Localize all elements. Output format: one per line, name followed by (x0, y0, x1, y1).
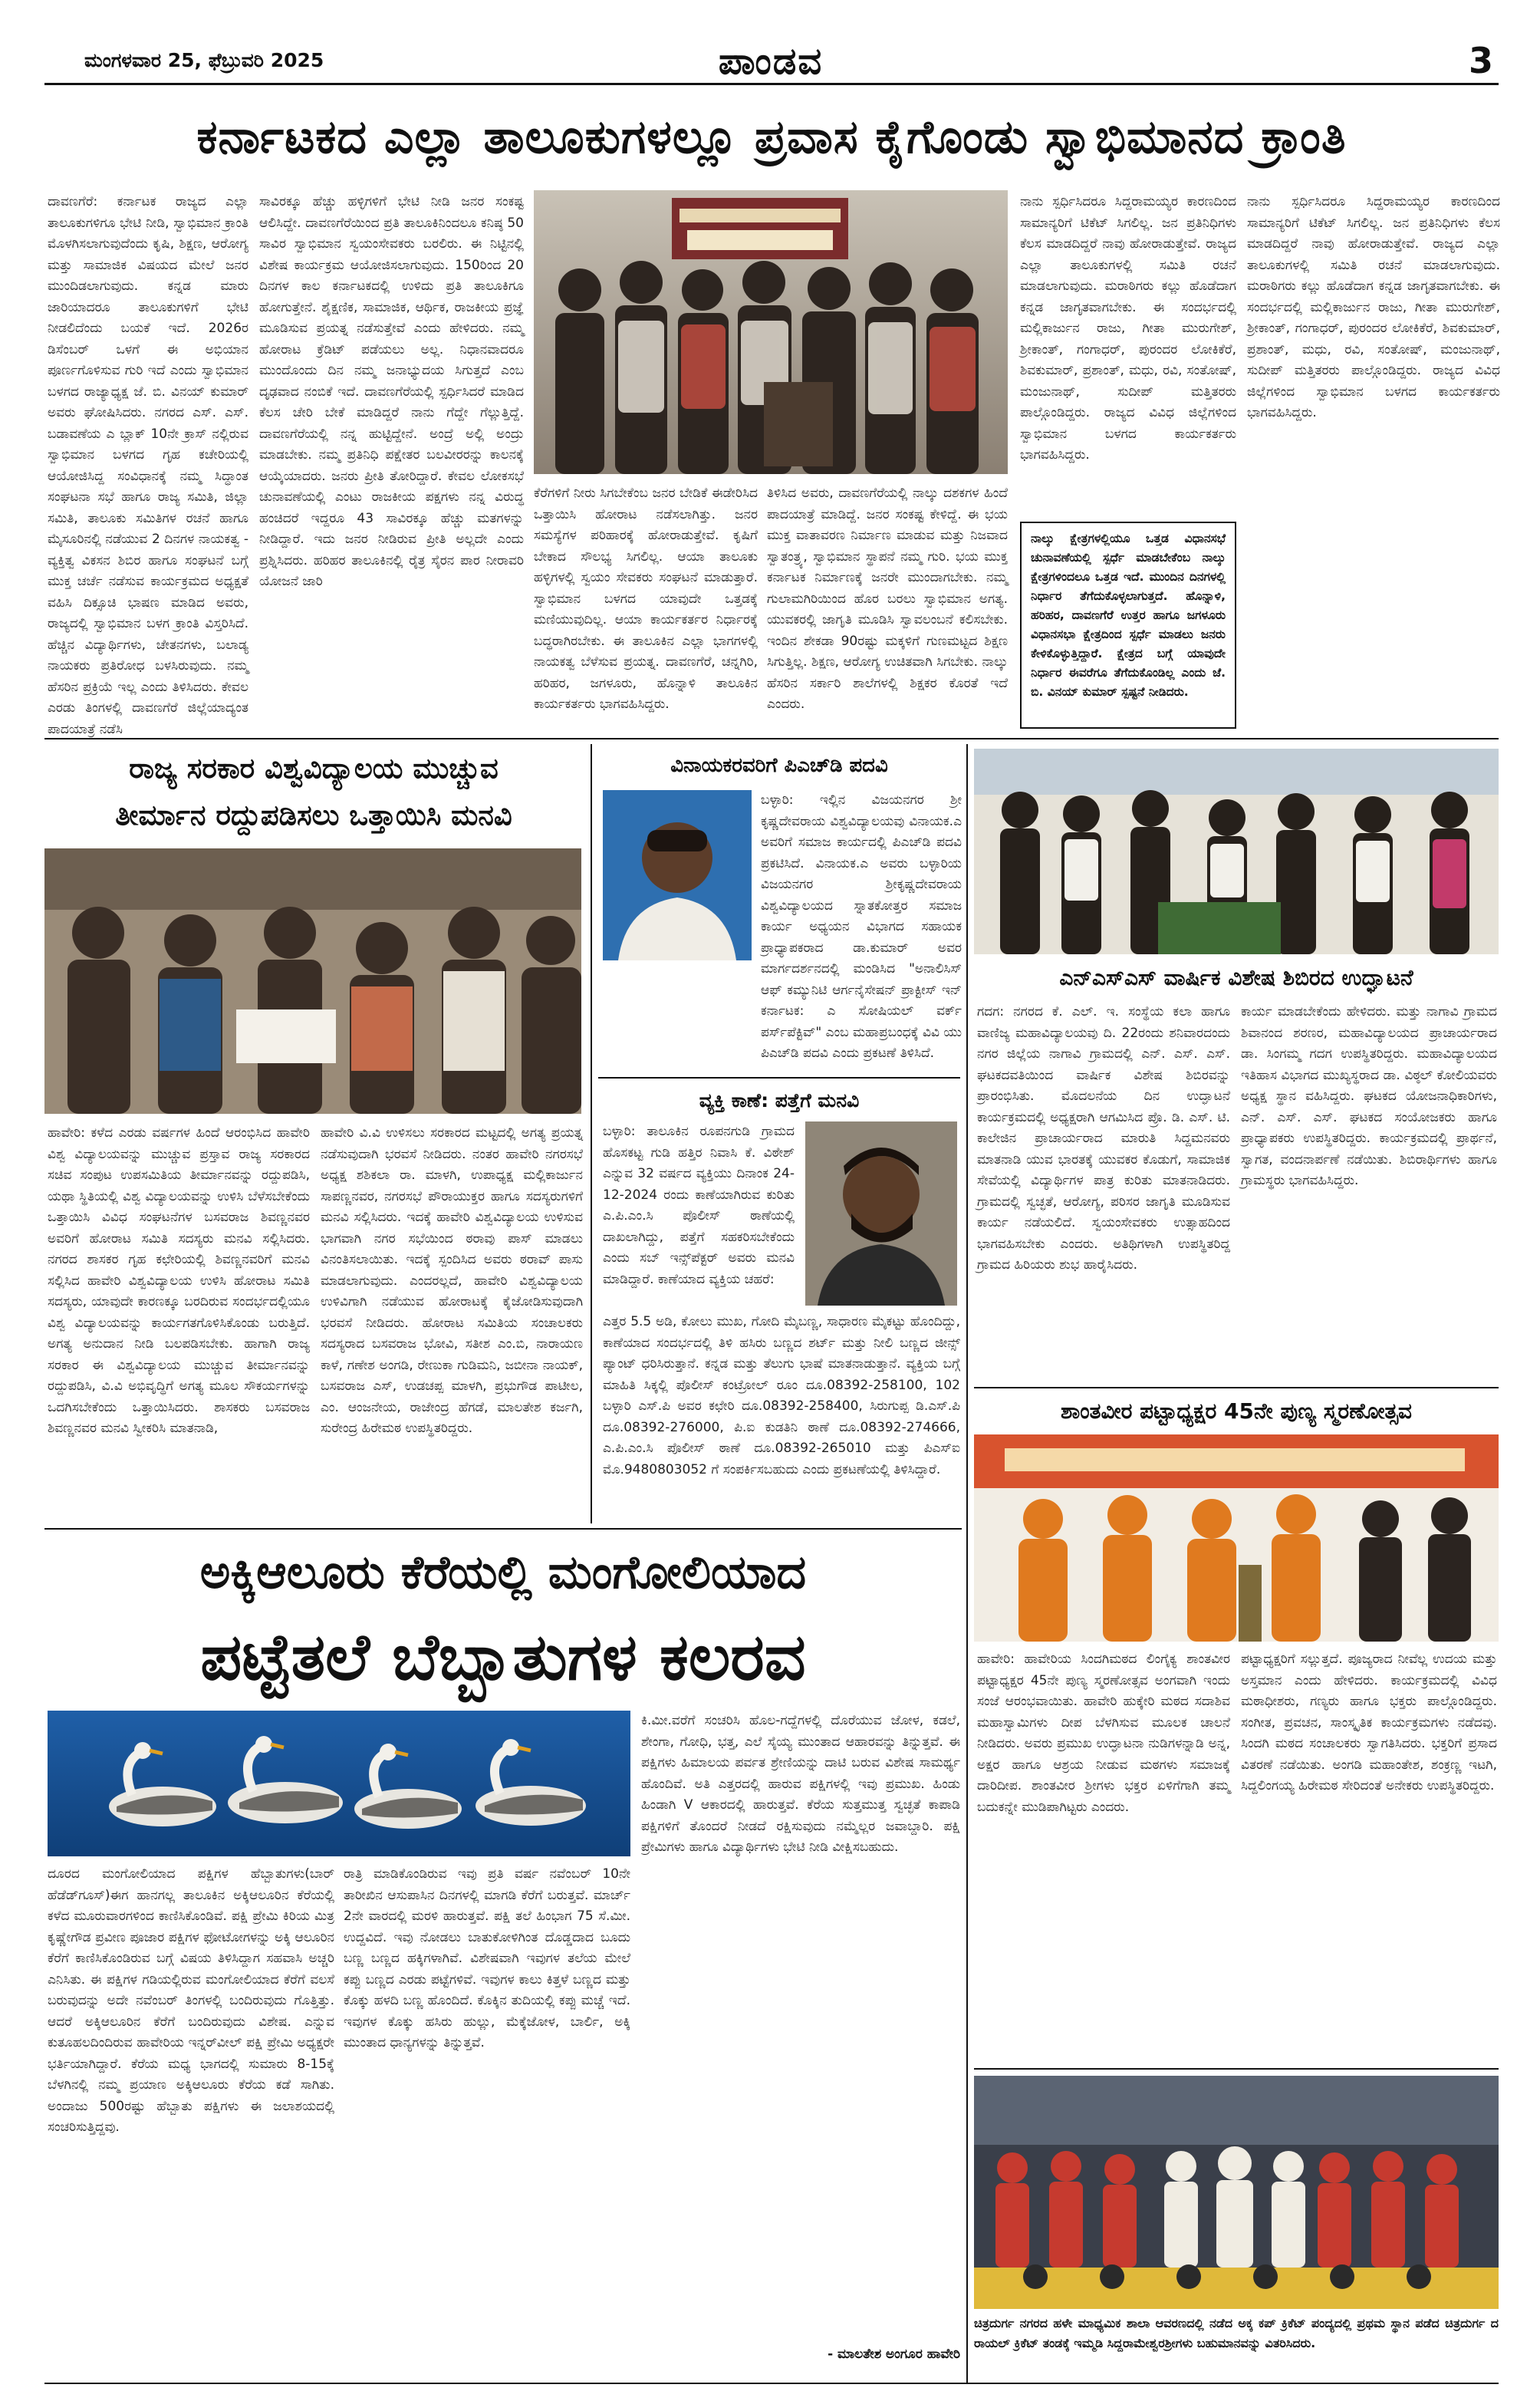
page-number: 3 (1469, 40, 1494, 81)
birds-col2: ರಾತ್ರಿ ಮಾಡಿಕೊಂಡಿರುವ ಇವು ಪ್ರತಿ ವರ್ಷ ನವೆಂಬರ್ 10ನೇ ತಾರೀಖಿನ ಆಸುಪಾಸಿನ ದಿನಗಳಲ್ಲಿ ಮಾಗಡಿ ಕೆರೆಗೆ ಬರುತ್ತವೆ. ಮಾರ್ಚ್ 2ನೇ ವಾರದಲ್ಲಿ ಮರಳಿ ಹಾರುತ್ತವೆ. ಪಕ್ಷಿ ತಲೆ ಹಿಂಭಾಗ 75 ಸೆ.ಮೀ. ಉದ್ದವಿದೆ. ಇವು ನೋಡಲು ಬಾತುಕೋಳಿಗಿಂತ ದೊಡ್ಡದಾದ ಬೂದು ಬಣ್ಣ ಬಣ್ಣದ ಹಕ್ಕಿಗಳಾಗಿವೆ. ವಿಶೇಷವಾಗಿ ಇವುಗಳ ತಲೆಯ ಮೇಲೆ ಕಪ್ಪು ಬಣ್ಣದ ಎರಡು ಪಟ್ಟೆಗಳಿವೆ. ಇವುಗಳ ಕಾಲು ಕಿತ್ತಳೆ ಬಣ್ಣದ ಮತ್ತು ಕೊಕ್ಕು ಹಳದಿ ಬಣ್ಣ ಹೊಂದಿದೆ. ಕೊಕ್ಕಿನ ತುದಿಯಲ್ಲಿ ಕಪ್ಪು ಮಚ್ಚೆ ಇದೆ. ಇವುಗಳ ಕೊಕ್ಕು ಹಸಿರು ಹುಲ್ಲು, ಮೆಕ್ಕೆಜೋಳ, ಬಾರ್ಲಿ, ಅಕ್ಕಿ ಮುಂತಾದ ಧಾನ್ಯಗಳನ್ನು ತಿನ್ನುತ್ತವೆ. (344, 1866, 630, 2050)
masthead-title: ಪಾಂಡವ (718, 40, 824, 83)
shantaveer-headline: ಶಾಂತವೀರ ಪಟ್ಟಾಧ್ಯಕ್ಷರ 45ನೇ ಪುಣ್ಯ ಸ್ಮರಣೋತ್ಸವ (1060, 1398, 1413, 1424)
top-story-col4: ತಿಳಿಸಿದ ಅವರು, ದಾವಣಗೆರೆಯಲ್ಲಿ ನಾಲ್ಕು ದಶಕಗಳ ಹಿಂದೆ ಪಾದಯಾತ್ರೆ ಮಾಡಿದ್ದೆ. ಜನರ ಸಂಕಷ್ಟ ಕೇಳಿದ್ದೆ. ಈ ಭಯ ಮುಕ್ತ ವಾತಾವರಣ ನಿರ್ಮಾಣ ಮಾಡುವ ಮತ್ತು ನಿಜವಾದ ಸ್ವಾತಂತ್ರ್ಯ, ಸ್ವಾಭಿಮಾನ ಸ್ಥಾಪನೆ ನಮ್ಮ ಗುರಿ. ಭಯ ಮುಕ್ತ ಕರ್ನಾಟಕ ನಿರ್ಮಾಣಕ್ಕೆ ಜನರೇ ಮುಂದಾಗಬೇಕು. ನಮ್ಮ ಗುಲಾಮಗಿರಿಯಿಂದ ಹೊರ ಬರಲು ಸ್ವಾಭಿಮಾನ ಅಗತ್ಯ. ಯುವಕರಲ್ಲಿ ಜಾಗೃತಿ ಮೂಡಿಸಿ ಸ್ವಾವಲಂಬನೆ ಕಲಿಸಬೇಕು. ಇಂದಿನ ಶೇಕಡಾ 90ರಷ್ಟು ಮಕ್ಕಳಿಗೆ ಗುಣಮಟ್ಟದ ಶಿಕ್ಷಣ ಸಿಗುತ್ತಿಲ್ಲ. ಶಿಕ್ಷಣ, ಆರೋಗ್ಯ ಉಚಿತವಾಗಿ ಸಿಗಬೇಕು. ನಾಲ್ಕು ಹೆಸರಿನ ಸರ್ಕಾರಿ ಶಾಲೆಗಳಲ್ಲಿ ಶಿಕ್ಷಕರ ಕೊರತೆ ಇದೆ ಎಂದರು. (767, 486, 1008, 712)
birds-col1: ದೂರದ ಮಂಗೋಲಿಯಾದ ಪಕ್ಷಿಗಳ ಹೆಬ್ಬಾತುಗಳು(ಬಾರ್ ಹೆಡೆಡ್‌ಗೂಸ್)ಈಗ ಹಾನಗಲ್ಲ ತಾಲೂಕಿನ ಅಕ್ಕಿಆಲೂರಿನ ಕೆರೆಯಲ್ಲಿ ಕಳೆದ ಮೂರುವಾರಗಳಿಂದ ಕಾಣಿಸಿಕೊಂಡಿವೆ. ಪಕ್ಷಿ ಪ್ರೇಮಿ ಕಿರಿಯ ಮಿತ್ರ ಕೃಷ್ಣೇಗೌಡ ಪ್ರವೀಣ ಪೂಜಾರ ಪಕ್ಷಿಗಳ ಫೋಟೋಗಳನ್ನು ಅಕ್ಕಿ ಆಲೂರಿನ ಕೆರೆಗೆ ಕಾಣಿಸಿಕೊಂಡಿರುವ ಬಗ್ಗೆ ವಿಷಯ ತಿಳಿಸಿದ್ದಾಗ ಸಹವಾಸಿ ಅಚ್ಚರಿ ಎನಿಸಿತು. ಈ ಪಕ್ಷಿಗಳ ಗಡಿಯಲ್ಲಿರುವ ಮಂಗೋಲಿಯಾದ ಕೆರೆಗೆ ವಲಸೆ ಬರುವುದನ್ನು ಅದೇ ನವೆಂಬರ್ ತಿಂಗಳಲ್ಲಿ ಬಂದಿರುವುದು ಗೊತ್ತಿತ್ತು. ಆದರೆ ಅಕ್ಕಿಆಲೂರಿನ ಕೆರೆಗೆ ಬಂದಿರುವುದು ವಿಶೇಷ. ಎನ್ನುವ ಕುತೂಹಲದಿಂದಿರುವ ಹಾವೇರಿಯ ಇನ್ನರ್‌ವೀಲ್ ಪಕ್ಷಿ ಪ್ರೇಮಿ ಅಧ್ಯಕ್ಷರೇ ಭರ್ತಿಯಾಗಿದ್ದಾರೆ. ಕೆರೆಯ ಮಧ್ಯ ಭಾಗದಲ್ಲಿ ಸುಮಾರು 8-15ಕ್ಕೆ ಬೆಳಗಿನಲ್ಲಿ ನಮ್ಮ ಪ್ರಯಾಣ ಅಕ್ಕಿಆಲೂರು ಕೆರೆಯ ಕಡೆ ಸಾಗಿತು. ಅಂದಾಜು 500ರಷ್ಟು ಹೆಬ್ಬಾತು ಪಕ್ಷಿಗಳು ಈ ಜಲಾಶಯದಲ್ಲಿ ಸಂಚರಿಸುತ್ತಿದ್ದವು. (48, 1866, 334, 2135)
cricket-photo (974, 2076, 1499, 2309)
section-rule-3 (974, 2068, 1499, 2070)
birds-col3: ಕಿ.ಮೀ.ವರೆಗೆ ಸಂಚರಿಸಿ ಹೊಲ-ಗದ್ದೆಗಳಲ್ಲಿ ದೊರೆಯುವ ಜೋಳ, ಕಡಲೆ, ಶೇಂಗಾ, ಗೋಧಿ, ಭತ್ತ, ಎಲೆ ಸೈಯ್ಯ ಮುಂತಾದ ಆಹಾರವನ್ನು ತಿನ್ನುತ್ತವೆ. ಈ ಪಕ್ಷಿಗಳು ಹಿಮಾಲಯ ಪರ್ವತ ಶ್ರೇಣಿಯನ್ನು ದಾಟಿ ಬರುವ ವಿಶೇಷ ಸಾಮರ್ಥ್ಯ ಹೊಂದಿವೆ. ಅತಿ ಎತ್ತರದಲ್ಲಿ ಹಾರುವ ಪಕ್ಷಿಗಳಲ್ಲಿ ಇವು ಪ್ರಮುಖ. ಹಿಂಡು ಹಿಂಡಾಗಿ V ಆಕಾರದಲ್ಲಿ ಹಾರುತ್ತವೆ. ಕೆರೆಯ ಸುತ್ತಮುತ್ತ ಸ್ವಚ್ಛತೆ ಕಾಪಾಡಿ ಪಕ್ಷಿಗಳಿಗೆ ತೊಂದರೆ ನೀಡದೆ ರಕ್ಷಿಸುವುದು ನಮ್ಮೆಲ್ಲರ ಜವಾಬ್ದಾರಿ. ಪಕ್ಷಿ ಪ್ರೇಮಿಗಳು ಹಾಗೂ ವಿದ್ಯಾರ್ಥಿಗಳು ಭೇಟಿ ನೀಡಿ ವೀಕ್ಷಿಸಬಹುದು. (641, 1713, 960, 1855)
section-rule-4 (44, 1528, 962, 1530)
university-col1: ಹಾವೇರಿ: ಕಳೆದ ಎರಡು ವರ್ಷಗಳ ಹಿಂದೆ ಆರಂಭಿಸಿದ ಹಾವೇರಿ ವಿಶ್ವ ವಿದ್ಯಾಲಯವನ್ನು ಮುಚ್ಚುವ ಪ್ರಸ್ತಾವ ರಾಜ್ಯ ಸರಕಾರದ ಸಚಿವ ಸಂಪುಟ ಉಪಸಮಿತಿಯ ತೀರ್ಮಾನವನ್ನು ರದ್ದುಪಡಿಸಿ, ಯಥಾ ಸ್ಥಿತಿಯಲ್ಲಿ ವಿಶ್ವ ವಿದ್ಯಾಲಯವನ್ನು ಉಳಿಸಿ ಬೆಳೆಸಬೇಕೆಂದು ಒತ್ತಾಯಿಸಿ ವಿವಿಧ ಸಂಘಟನೆಗಳ ಬಸವರಾಜ ಶಿವಣ್ಣನವರ ಅವರಿಗೆ ಹೋರಾಟ ಸಮಿತಿ ಸದಸ್ಯರು ಮನವಿ ಸಲ್ಲಿಸಿದರು. ನಗರದ ಶಾಸಕರ ಗೃಹ ಕಛೇರಿಯಲ್ಲಿ ಶಿವಣ್ಣನವರಿಗೆ ಮನವಿ ಸಲ್ಲಿಸಿದ ಹಾವೇರಿ ವಿಶ್ವವಿದ್ಯಾಲಯ ಉಳಿಸಿ ಹೋರಾಟ ಸಮಿತಿ ಸದಸ್ಯರು, ಯಾವುದೇ ಕಾರಣಕ್ಕೂ ಬರದಿರುವ ಸಂದರ್ಭದಲ್ಲಿಯೂ ವಿಶ್ವ ವಿದ್ಯಾಲಯವನ್ನು ಕಾರ್ಯಗತಗೊಳಿಸಿಕೊಂಡು ಬರುತ್ತಿದೆ. ಅಗತ್ಯ ಅನುದಾನ ನೀಡಿ ಬಲಪಡಿಸಬೇಕು. ಹಾಗಾಗಿ ರಾಜ್ಯ ಸರಕಾರ ಈ ವಿಶ್ವವಿದ್ಯಾಲಯ ಮುಚ್ಚುವ ತೀರ್ಮಾನವನ್ನು ರದ್ದುಪಡಿಸಿ, ವಿ.ವಿ ಅಭಿವೃದ್ಧಿಗೆ ಅಗತ್ಯ ಮೂಲ ಸೌಕರ್ಯಗಳನ್ನು ಒದಗಿಸಬೇಕೆಂದು ಒತ್ತಾಯಿಸಿದರು. ಶಾಸಕರು ಬಸವರಾಜ ಶಿವಣ್ಣನವರ ಮನವಿ ಸ್ವೀಕರಿಸಿ ಮಾತನಾಡಿ, (48, 1125, 310, 1436)
vertical-rule-2 (966, 744, 968, 2384)
shantaveer-col2: ಪಟ್ಟಾಧ್ಯಕ್ಷರಿಗೆ ಸಲ್ಲುತ್ತದೆ. ಪೂಜ್ಯರಾದ ನೀವೆಲ್ಲ ಉದಯ ಮತ್ತು ಅಸ್ತಮಾನ ಎಂದು ಹೇಳಿದರು. ಕಾರ್ಯಕ್ರಮದಲ್ಲಿ ವಿವಿಧ ಮಠಾಧೀಶರು, ಗಣ್ಯರು ಹಾಗೂ ಭಕ್ತರು ಪಾಲ್ಗೊಂಡಿದ್ದರು. ಸಂಗೀತ, ಪ್ರವಚನ, ಸಾಂಸ್ಕೃತಿಕ ಕಾರ್ಯಕ್ರಮಗಳು ನಡೆದವು. ಸಿಂದಗಿ ಮಠದ ಸಂಚಾಲಕರು ಸ್ವಾಗತಿಸಿದರು. ಭಕ್ತರಿಗೆ ಪ್ರಸಾದ ವಿತರಣೆ ನಡೆಯಿತು. ಅಂಗಡಿ ಮಹಾಂತೇಶ, ಶಂಕ್ರಣ್ಣ ಇಟಗಿ, ಸಿದ್ದಲಿಂಗಯ್ಯ ಹಿರೇಮಠ ಸೇರಿದಂತೆ ಅನೇಕರು ಉಪಸ್ಥಿತರಿದ್ದರು. (1241, 1652, 1497, 1793)
birds-headline-line2: ಪಟ್ಟೆತಲೆ ಬೆಬ್ಬಾತುಗಳ ಕಲರವ (200, 1619, 806, 1695)
vertical-rule-1 (591, 744, 592, 1523)
phd-rule (598, 1077, 960, 1079)
shantaveer-photo (974, 1434, 1499, 1642)
university-photo (44, 848, 581, 1114)
top-story-col2: ಸಾವಿರಕ್ಕೂ ಹೆಚ್ಚು ಹಳ್ಳಿಗಳಿಗೆ ಭೇಟಿ ನೀಡಿ ಜನರ ಸಂಕಷ್ಟ ಆಲಿಸಿದ್ದೇ. ದಾವಣಗೆರೆಯಿಂದ ಪ್ರತಿ ತಾಲೂಕಿನಿಂದಲೂ ಕನಿಷ್ಠ 50 ಸಾವಿರ ಸ್ವಾಭಿಮಾನ ಸ್ವಯಂಸೇವಕರು ಬರಲಿರು. ಈ ನಿಟ್ಟಿನಲ್ಲಿ ವಿಶೇಷ ಕಾರ್ಯಕ್ರಮ ಆಯೋಜಿಸಲಾಗುವುದು. 150ರಿಂದ 20 ದಿನಗಳ ಕಾಲ ಕರ್ನಾಟಕದಲ್ಲಿ ಉಳಿದು ಪ್ರತಿ ತಾಲೂಕಿಗೂ ಹೋಗುತ್ತೇನೆ. ಶೈಕ್ಷಣಿಕ, ಸಾಮಾಜಿಕ, ಆರ್ಥಿಕ, ರಾಜಕೀಯ ಪ್ರಜ್ಞೆ ಮೂಡಿಸುವ ಪ್ರಯತ್ನ ನಡೆಸುತ್ತೇವೆ ಎಂದು ಹೇಳಿದರು. ನಮ್ಮ ಹೋರಾಟ ಕ್ರೆಡಿಟ್ ಪಡೆಯಲು ಅಲ್ಲ. ನಿಧಾನವಾದರೂ ಮುಂದೊಂದು ದಿನ ನಮ್ಮ ಜನಾಭ್ಯುದಯ ಸಿಗುತ್ತದೆ ಎಂಬ ದೃಢವಾದ ನಂಬಿಕೆ ಇದೆ. ದಾವಣಗೆರೆಯಲ್ಲಿ ಸ್ಪರ್ಧಿಸಿದರೆ ಮಾಡಿದ ಕೆಲಸ ಚೇರಿ ಬೇಕೆ ಮಾಡಿದ್ದರೆ ನಾನು ಗೆದ್ದೇ ಗೆಲ್ಲುತ್ತಿದ್ದೆ. ದಾವಣಗೆರೆಯಲ್ಲಿ ನನ್ನ ಹುಟ್ಟಿದ್ದೇನೆ. ಅಂದ್ರೆ ಅಲ್ಲಿ ಅಂದ್ರು ಮಾಡಬೇಕು. ನಮ್ಮ ಪ್ರತಿನಿಧಿ ಪಕ್ಷೇತರ ಬಲವೀರರನ್ನು ಕಾಲನಕ್ಕೆ ಆಯ್ಕೆಯಾದರು. ಜನರು ಪ್ರೀತಿ ತೋರಿದ್ದಾರೆ. ಕೇವಲ ಲೋಕಸಭೆ ಚುನಾವಣೆಯಲ್ಲಿ ಎಂಟು ರಾಜಕೀಯ ಪಕ್ಷಗಳು ನನ್ನ ವಿರುದ್ಧ ಹಂಚಿದರೆ ಇದ್ದರೂ 43 ಸಾವಿರಕ್ಕೂ ಹೆಚ್ಚು ಮತಗಳನ್ನು ನೀಡಿದ್ದಾರೆ. ಇದು ಜನರ ನೀಡಿರುವ ಪ್ರೀತಿ ಅಲ್ಲದೇ ಎಂದು ಪ್ರಶ್ನಿಸಿದರು. ಹರಿಹರ ತಾಲೂಕಿನಲ್ಲಿ ರೈತ್ರ ಸೈರನ ಪಾರ ನೀರಾವರಿ ಯೋಜನೆ ಜಾರಿ (259, 194, 524, 589)
bottom-rule (44, 2383, 1499, 2384)
top-story-col1: ದಾವಣಗೆರೆ: ಕರ್ನಾಟಕ ರಾಜ್ಯದ ಎಲ್ಲಾ ತಾಲೂಕುಗಳಿಗೂ ಭೇಟಿ ನೀಡಿ, ಸ್ವಾಭಿಮಾನ ಕ್ರಾಂತಿ ಮೊಳಗಿಸಲಾಗುವುದೆಂದು ಕೃಷಿ, ಶಿಕ್ಷಣ, ಆರೋಗ್ಯ ಮತ್ತು ಸಾಮಾಜಿಕ ವಿಷಯದ ಮೇಲೆ ಜನರ ಮುಂದಿಡಲಾಗುವುದು. ಕನ್ನಡ ಮಾರು ಜಾರಿಯಾದರೂ ತಾಲೂಕುಗಳಿಗೆ ಭೇಟಿ ನೀಡಲಿದೆಂದು ಬಯಕೆ ಇದೆ. 2026ರ ಡಿಸೆಂಬರ್ ಒಳಗೆ ಈ ಅಭಿಯಾನ ಪೂರ್ಣಗೊಳಿಸುವ ಗುರಿ ಇದೆ ಎಂದು ಸ್ವಾಭಿಮಾನ ಬಳಗದ ರಾಜ್ಯಾಧ್ಯಕ್ಷ ಜೆ. ಬಿ. ವಿನಯ್ ಕುಮಾರ್ ಅವರು ಘೋಷಿಸಿದರು. ನಗರದ ಎಸ್. ಎಸ್. ಬಡಾವಣೆಯ ಎ ಬ್ಲಾಕ್ 10ನೇ ಕ್ರಾಸ್ ನಲ್ಲಿರುವ ಸ್ವಾಭಿಮಾನ ಬಳಗದ ಗೃಹ ಕಚೇರಿಯಲ್ಲಿ ಆಯೋಜಿಸಿದ್ದ ಸಂವಿಧಾನಕ್ಕೆ ನಮ್ಮ ಸಿದ್ಧಾಂತ ಸಂಘಟನಾ ಸಭೆ ಹಾಗೂ ರಾಜ್ಯ ಸಮಿತಿ, ಜಿಲ್ಲಾ ಸಮಿತಿ, ತಾಲೂಕು ಸಮಿತಿಗಳ ರಚನೆ ಹಾಗೂ ಮೈಸೂರಿನಲ್ಲಿ ನಡೆಯುವ 2 ದಿನಗಳ ನಾಯಕತ್ವ - ವ್ಯಕ್ತಿತ್ವ ವಿಕಸನ ಶಿಬಿರ ಹಾಗೂ ಸಂಘಟನೆ ಬಗ್ಗೆ ಮುಕ್ತ ಚರ್ಚೆ ನಡೆಸುವ ಕಾರ್ಯಕ್ರಮದ ಅಧ್ಯಕ್ಷತೆ ವಹಿಸಿ ದಿಕ್ಸೂಚಿ ಭಾಷಣ ಮಾಡಿದ ಅವರು, ರಾಜ್ಯದಲ್ಲಿ ಸ್ವಾಭಿಮಾನ ಬಳಗ ಕ್ರಾಂತಿ ವಿಸ್ತರಿಸಿದೆ. ಹೆಚ್ಚಿನ ವಿದ್ಯಾರ್ಥಿಗಳು, ಚೇತನಗಳು, ಬಲಾಡ್ಯ ನಾಯಕರು ಪ್ರತಿರೋಧ ಬಳಸಿರುವುದು. ನಮ್ಮ ಹೆಸರಿನ ಪ್ರಕ್ರಿಯೆ ಇಲ್ಲ ಎಂದು ತಿಳಿಸಿದರು. ಕೇವಲ ಎರಡು ತಿಂಗಳಲ್ಲಿ ದಾವಣಗೆರೆ ಜಿಲ್ಲೆಯಾದ್ಯಂತ ಪಾದಯಾತ್ರೆ ನಡೆಸಿ (48, 194, 248, 737)
university-headline-line2: ತೀರ್ಮಾನ ರದ್ದುಪಡಿಸಲು ಒತ್ತಾಯಿಸಿ ಮನವಿ (115, 799, 512, 832)
masthead-date: ಮಂಗಳವಾರ 25, ಫೆಬ್ರುವರಿ 2025 (84, 49, 324, 71)
shantaveer-col1: ಹಾವೇರಿ: ಹಾವೇರಿಯ ಸಿಂದಗಿಮಠದ ಲಿಂಗೈಕ್ಯ ಶಾಂತವೀರ ಪಟ್ಟಾಧ್ಯಕ್ಷರ 45ನೇ ಪುಣ್ಯ ಸ್ಮರಣೋತ್ಸವ ಅಂಗವಾಗಿ ಇಂದು ಸಂಜೆ ಆರಂಭವಾಯಿತು. ಹಾವೇರಿ ಹುಕ್ಕೇರಿ ಮಠದ ಸದಾಶಿವ ಮಹಾಸ್ವಾಮಿಗಳು ದೀಪ ಬೆಳಗಿಸುವ ಮೂಲಕ ಚಾಲನೆ ನೀಡಿದರು. ಅವರು ಪ್ರಮುಖ ಉದ್ಘಾಟನಾ ನುಡಿಗಳನ್ನಾಡಿ ಅನ್ನ, ಅಕ್ಷರ ಹಾಗೂ ಆಶ್ರಯ ನೀಡುವ ಮಠಗಳು ಸಮಾಜಕ್ಕೆ ದಾರಿದೀಪ. ಶಾಂತವೀರ ಶ್ರೀಗಳು ಭಕ್ತರ ಏಳಿಗೆಗಾಗಿ ತಮ್ಮ ಬದುಕನ್ನೇ ಮುಡಿಪಾಗಿಟ್ಟರು ಎಂದರು. (977, 1652, 1230, 1815)
section-rule-2 (974, 1387, 1499, 1388)
top-story-col6: ನಾನು ಸ್ಪರ್ಧಿಸಿದರೂ ಸಿದ್ದರಾಮಯ್ಯರ ಕಾರಣದಿಂದ ಸಾಮಾನ್ಯರಿಗೆ ಟಿಕೆಟ್ ಸಿಗಲಿಲ್ಲ. ಜನ ಪ್ರತಿನಿಧಿಗಳು ಕೆಲಸ ಮಾಡದಿದ್ದರೆ ನಾವು ಹೋರಾಡುತ್ತೇವೆ. ರಾಜ್ಯದ ಎಲ್ಲಾ ತಾಲೂಕುಗಳಲ್ಲಿ ಸಮಿತಿ ರಚನೆ ಮಾಡಲಾಗುವುದು. ಮರಾಠಿಗರು ಕಲ್ಲು ಹೊಡೆದಾಗ ಕನ್ನಡ ಜಾಗೃತವಾಗಬೇಕು. ಈ ಸಂದರ್ಭದಲ್ಲಿ ಮಲ್ಲಿಕಾರ್ಜುನ ರಾಜು, ಗೀತಾ ಮುರುಗೇಶ್, ಶ್ರೀಕಾಂತ್, ಗಂಗಾಧರ್, ಪುರಂದರ ಲೋಕಿಕೆರೆ, ಶಿವಕುಮಾರ್, ಪ್ರಶಾಂತ್, ಮಧು, ರವಿ, ಸಂತೋಷ್, ಮಂಜುನಾಥ್, ಸುದೀಪ್ ಮತ್ತಿತರರು ಪಾಲ್ಗೊಂಡಿದ್ದರು. ರಾಜ್ಯದ ವಿವಿಧ ಜಿಲ್ಲೆಗಳಿಂದ ಸ್ವಾಭಿಮಾನ ಬಳಗದ ಕಾರ್ಯಕರ್ತರು ಭಾಗವಹಿಸಿದ್ದರು. (1247, 194, 1500, 420)
phd-headline: ವಿನಾಯಕರವರಿಗೆ ಪಿಎಚ್‌ಡಿ ಪದವಿ (670, 754, 888, 777)
nss-headline: ಎನ್‌ಎಸ್‌ಎಸ್ ವಾರ್ಷಿಕ ವಿಶೇಷ ಶಿಬಿರದ ಉದ್ಘಾಟನೆ (1059, 965, 1413, 990)
university-headline-line1: ರಾಜ್ಯ ಸರಕಾರ ವಿಶ್ವವಿದ್ಯಾಲಯ ಮುಚ್ಚುವ (129, 752, 499, 785)
phd-body: ಬಳ್ಳಾರಿ: ಇಲ್ಲಿನ ವಿಜಯನಗರ ಶ್ರೀ ಕೃಷ್ಣದೇವರಾಯ ವಿಶ್ವವಿದ್ಯಾಲಯವು ವಿನಾಯಕ.ಎ ಅವರಿಗೆ ಸಮಾಜ ಕಾರ್ಯದಲ್ಲಿ ಪಿಎಚ್‌ಡಿ ಪದವಿ ಪ್ರಕಟಿಸಿದೆ. ವಿನಾಯಕ.ಎ ಅವರು ಬಳ್ಳಾರಿಯ ವಿಜಯನಗರ ಶ್ರೀಕೃಷ್ಣದೇವರಾಯ ವಿಶ್ವವಿದ್ಯಾಲಯದ ಸ್ನಾತಕೋತ್ತರ ಸಮಾಜ ಕಾರ್ಯ ಅಧ್ಯಯನ ವಿಭಾಗದ ಸಹಾಯಕ ಪ್ರಾಧ್ಯಾಪಕರಾದ ಡಾ.ಕುಮಾರ್ ಅವರ ಮಾರ್ಗದರ್ಶನದಲ್ಲಿ ಮಂಡಿಸಿದ "ಅನಾಲಿಸಿಸ್ ಆಫ್ ಕಮ್ಯುನಿಟಿ ಆರ್ಗನೈಸೇಷನ್ ಪ್ರಾಕ್ಟೀಸ್ ಇನ್ ಕರ್ನಾಟಕ: ಎ ಸೋಷಿಯಲ್ ವರ್ಕ್ ಪರ್ಸ್‌ಪೆಕ್ಟಿವ್" ಎಂಬ ಮಹಾಪ್ರಬಂಧಕ್ಕೆ ವಿವಿ ಯು ಪಿಎಚ್‌ಡಿ ಪದವಿ ಎಂದು ಪ್ರಕಟಣೆ ತಿಳಿಸಿದೆ. (761, 792, 962, 1061)
top-story-headline: ಕರ್ನಾಟಕದ ಎಲ್ಲಾ ತಾಲೂಕುಗಳಲ್ಲೂ ಪ್ರವಾಸ ಕೈಗೊಂಡು ಸ್ವಾಭಿಮಾನದ ಕ್ರಾಂತಿ (196, 110, 1347, 164)
masthead-rule (44, 83, 1499, 85)
top-story-boxed-quote: ನಾಲ್ಕು ಕ್ಷೇತ್ರಗಳಲ್ಲಿಯೂ ಒತ್ತಡ ವಿಧಾನಸಭೆ ಚುನಾವಣೆಯಲ್ಲಿ ಸ್ಪರ್ಧೆ ಮಾಡಬೇಕೆಂಬ ನಾಲ್ಕು ಕ್ಷೇತ್ರಗಳಿಂದಲೂ ಒತ್ತಡ ಇದೆ. ಮುಂದಿನ ದಿನಗಳಲ್ಲಿ ನಿರ್ಧಾರ ತೆಗೆದುಕೊಳ್ಳಲಾಗುತ್ತದೆ. ಹೊನ್ನಾಳಿ, ಹರಿಹರ, ದಾವಣಗೆರೆ ಉತ್ತರ ಹಾಗೂ ಜಗಳೂರು ವಿಧಾನಸಭಾ ಕ್ಷೇತ್ರದಿಂದ ಸ್ಪರ್ಧೆ ಮಾಡಲು ಜನರು ಕೇಳಿಕೊಳ್ಳುತ್ತಿದ್ದಾರೆ. ಕ್ಷೇತ್ರದ ಬಗ್ಗೆ ಯಾವುದೇ ನಿರ್ಧಾರ ಈವರೆಗೂ ತೆಗೆದುಕೊಂಡಿಲ್ಲ ಎಂದು ಜೆ. ಬಿ. ವಿನಯ್ ಕುಮಾರ್ ಸ್ಪಷ್ಟನೆ ನೀಡಿದರು. (1020, 522, 1236, 729)
top-story-col5: ನಾನು ಸ್ಪರ್ಧಿಸಿದರೂ ಸಿದ್ದರಾಮಯ್ಯರ ಕಾರಣದಿಂದ ಸಾಮಾನ್ಯರಿಗೆ ಟಿಕೆಟ್ ಸಿಗಲಿಲ್ಲ. ಜನ ಪ್ರತಿನಿಧಿಗಳು ಕೆಲಸ ಮಾಡದಿದ್ದರೆ ನಾವು ಹೋರಾಡುತ್ತೇವೆ. ರಾಜ್ಯದ ಎಲ್ಲಾ ತಾಲೂಕುಗಳಲ್ಲಿ ಸಮಿತಿ ರಚನೆ ಮಾಡಲಾಗುವುದು. ಮರಾಠಿಗರು ಕಲ್ಲು ಹೊಡೆದಾಗ ಕನ್ನಡ ಜಾಗೃತವಾಗಬೇಕು. ಈ ಸಂದರ್ಭದಲ್ಲಿ ಮಲ್ಲಿಕಾರ್ಜುನ ರಾಜು, ಗೀತಾ ಮುರುಗೇಶ್, ಶ್ರೀಕಾಂತ್, ಗಂಗಾಧರ್, ಪುರಂದರ ಲೋಕಿಕೆರೆ, ಶಿವಕುಮಾರ್, ಪ್ರಶಾಂತ್, ಮಧು, ರವಿ, ಸಂತೋಷ್, ಮಂಜುನಾಥ್, ಸುದೀಪ್ ಮತ್ತಿತರರು ಪಾಲ್ಗೊಂಡಿದ್ದರು. ರಾಜ್ಯದ ವಿವಿಧ ಜಿಲ್ಲೆಗಳಿಂದ ಸ್ವಾಭಿಮಾನ ಬಳಗದ ಕಾರ್ಯಕರ್ತರು ಭಾಗವಹಿಸಿದ್ದರು. (1020, 194, 1236, 463)
nss-col1: ಗದಗ: ನಗರದ ಕೆ. ಎಲ್. ಇ. ಸಂಸ್ಥೆಯ ಕಲಾ ಹಾಗೂ ವಾಣಿಜ್ಯ ಮಹಾವಿದ್ಯಾಲಯವು ದಿ. 22ರಂದು ಶನಿವಾರದಂದು ನಗರ ಜಿಲ್ಲೆಯ ನಾಗಾವಿ ಗ್ರಾಮದಲ್ಲಿ ಎನ್. ಎಸ್. ಎಸ್. ಘಟಕದವತಿಯಿಂದ ವಾರ್ಷಿಕ ವಿಶೇಷ ಶಿಬಿರವನ್ನು ಪ್ರಾರಂಭಿಸಿತು. ಮೊದಲನೆಯ ದಿನ ಉದ್ಘಾಟನೆ ಕಾರ್ಯಕ್ರಮದಲ್ಲಿ ಅಧ್ಯಕ್ಷರಾಗಿ ಆಗಮಿಸಿದ ಪ್ರೊ. ಡಿ. ಎಸ್. ಟಿ. ಕಾಲೇಜಿನ ಪ್ರಾಚಾರ್ಯರಾದ ಮಾರುತಿ ಸಿದ್ದಮನವರು ಮಾತನಾಡಿ ಯುವ ಭಾರತಕ್ಕೆ ಯುವಕರ ಕೊಡುಗೆ, ಸಾಮಾಜಿಕ ಸೇವೆಯಲ್ಲಿ ವಿದ್ಯಾರ್ಥಿಗಳ ಪಾತ್ರ ಕುರಿತು ಮಾತನಾಡಿದರು. ಗ್ರಾಮದಲ್ಲಿ ಸ್ವಚ್ಛತೆ, ಆರೋಗ್ಯ, ಪರಿಸರ ಜಾಗೃತಿ ಮೂಡಿಸುವ ಕಾರ್ಯ ನಡೆಯಲಿದೆ. ಸ್ವಯಂಸೇವಕರು ಉತ್ಸಾಹದಿಂದ ಭಾಗವಹಿಸಬೇಕು ಎಂದರು. ಅತಿಥಿಗಳಾಗಿ ಉಪಸ್ಥಿತರಿದ್ದ ಗ್ರಾಮದ ಹಿರಿಯರು ಶುಭ ಹಾರೈಸಿದರು. (977, 1004, 1230, 1273)
section-rule-1 (44, 738, 1499, 739)
top-story-photo (534, 190, 1008, 474)
cricket-caption: ಚಿತ್ರದುರ್ಗ ನಗರದ ಹಳೇ ಮಾಧ್ಯಮಿಕ ಶಾಲಾ ಆವರಣದಲ್ಲಿ ನಡೆದ ಅಕ್ಕ ಕಪ್ ಕ್ರಿಕೆಟ್ ಪಂದ್ಯದಲ್ಲಿ ಪ್ರಥಮ ಸ್ಥಾನ ಪಡೆದ ಚಿತ್ರದುರ್ಗ ದ ರಾಯಲ್ ಕ್ರಿಕೆಟ್ ತಂಡಕ್ಕೆ ಇಮ್ಮಡಿ ಸಿದ್ದರಾಮೇಶ್ವರಶ್ರೀಗಳು ಬಹುಮಾನವನ್ನು ವಿತರಿಸಿದರು. (974, 2316, 1499, 2350)
missing-person-body2: ಎತ್ತರ 5.5 ಅಡಿ, ಕೋಲು ಮುಖ, ಗೋದಿ ಮೈಬಣ್ಣ, ಸಾಧಾರಣ ಮೈಕಟ್ಟು ಹೊಂದಿದ್ದು, ಕಾಣೆಯಾದ ಸಂದರ್ಭದಲ್ಲಿ ತಿಳಿ ಹಸಿರು ಬಣ್ಣದ ಶರ್ಟ್ ಮತ್ತು ನೀಲಿ ಬಣ್ಣದ ಜೀನ್ಸ್ ಪ್ಯಾಂಟ್ ಧರಿಸಿರುತ್ತಾನೆ. ಕನ್ನಡ ಮತ್ತು ತೆಲುಗು ಭಾಷೆ ಮಾತನಾಡುತ್ತಾನೆ. ವ್ಯಕ್ತಿಯ ಬಗ್ಗೆ ಮಾಹಿತಿ ಸಿಕ್ಕಲ್ಲಿ ಪೊಲೀಸ್ ಕಂಟ್ರೋಲ್ ರೂಂ ದೂ.08392-258100, 102 ಬಳ್ಳಾರಿ ಎಸ್.ಪಿ ಅವರ ಕಛೇರಿ ದೂ.08392-258400, ಸಿರುಗುಪ್ಪ ಡಿ.ಎಸ್.ಪಿ ದೂ.08392-276000, ಪಿ.ಐ ಕುಡತಿನಿ ಠಾಣೆ ದೂ.08392-274666, ಎ.ಪಿ.ಎಂ.ಸಿ ಪೊಲೀಸ್ ಠಾಣೆ ದೂ.08392-265010 ಮತ್ತು ಪಿಎಸ್‌ಐ ಮೊ.9480803052 ಗೆ ಸಂಪರ್ಕಿಸಬಹುದು ಎಂದು ಪ್ರಕಟಣೆಯಲ್ಲಿ ತಿಳಿಸಿದ್ದಾರೆ. (603, 1314, 960, 1477)
university-col2: ಹಾವೇರಿ ವಿ.ವಿ ಉಳಿಸಲು ಸರಕಾರದ ಮಟ್ಟದಲ್ಲಿ ಅಗತ್ಯ ಪ್ರಯತ್ನ ನಡೆಸುವುದಾಗಿ ಭರವಸೆ ನೀಡಿದರು. ನಂತರ ಹಾವೇರಿ ನಗರಸಭೆ ಅಧ್ಯಕ್ಷ ಶಶಿಕಲಾ ರಾ. ಮಾಳಗಿ, ಉಪಾಧ್ಯಕ್ಷ ಮಲ್ಲಿಕಾರ್ಜುನ ಸಾಪಣ್ಣನವರ, ನಗರಸಭೆ ಪೌರಾಯುಕ್ತರ ಹಾಗೂ ಸದಸ್ಯರುಗಳಿಗೆ ಮನವಿ ಸಲ್ಲಿಸಿದರು. ಇದಕ್ಕೆ ಹಾವೇರಿ ವಿಶ್ವವಿದ್ಯಾಲಯ ಉಳಿಸುವ ಭಾಗವಾಗಿ ನಗರ ಸಭೆಯಿಂದ ಠರಾವು ಪಾಸ್ ಮಾಡಲು ವಿನಂತಿಸಲಾಯಿತು. ಇದಕ್ಕೆ ಸ್ಪಂದಿಸಿದ ಅವರು ಠರಾವ್ ಪಾಸು ಮಾಡಲಾಗುವುದು. ಎಂದರಲ್ಲದೆ, ಹಾವೇರಿ ವಿಶ್ವವಿದ್ಯಾಲಯ ಉಳಿವಿಗಾಗಿ ನಡೆಯುವ ಹೋರಾಟಕ್ಕೆ ಕೈಜೋಡಿಸುವುದಾಗಿ ಭರವಸೆ ನೀಡಿದರು. ಹೋರಾಟ ಸಮಿತಿಯ ಸಂಚಾಲಕರು ಸದಸ್ಯರಾದ ಬಸವರಾಜ ಭೋವಿ, ಸತೀಶ ಎಂ.ಬಿ, ನಾರಾಯಣ ಕಾಳೆ, ಗಣೇಶ ಅಂಗಡಿ, ರೇಣುಕಾ ಗುಡಿಮನಿ, ಜಬೀನಾ ನಾಯಕ್, ಬಸವರಾಜ ಎಸ್, ಉಡಚಪ್ಪ ಮಾಳಗಿ, ಪ್ರಭುಗೌಡ ಪಾಟೀಲ, ಎಂ. ಆಂಜನೇಯ, ರಾಜೇಂದ್ರ ಹೆಗಡೆ, ಮಾಲತೇಶ ಕರ್ಜಗಿ, ಸುರೇಂದ್ರ ಹಿರೇಮಠ ಉಪಸ್ಥಿತರಿದ್ದರು. (321, 1125, 583, 1436)
birds-photo (48, 1711, 630, 1856)
missing-person-body1: ಬಳ್ಳಾರಿ: ತಾಲೂಕಿನ ರೂಪನಗುಡಿ ಗ್ರಾಮದ ಹೊಸಕಟ್ಟ ಗುಡಿ ಹತ್ತಿರ ನಿವಾಸಿ ಕೆ. ವಿಠೇಶ್ ಎನ್ನುವ 32 ವರ್ಷದ ವ್ಯಕ್ತಿಯು ದಿನಾಂಕ 24-12-2024 ರಂದು ಕಾಣೆಯಾಗಿರುವ ಕುರಿತು ಎ.ಪಿ.ಎಂ.ಸಿ ಪೊಲೀಸ್ ಠಾಣೆಯಲ್ಲಿ ದಾಖಲಾಗಿದ್ದು, ಪತ್ತೆಗೆ ಸಹಕರಿಸಬೇಕೆಂದು ಎಂದು ಸಬ್ ಇನ್ಸ್‌ಪೆಕ್ಟರ್ ಅವರು ಮನವಿ ಮಾಡಿದ್ದಾರೆ. ಕಾಣೆಯಾದ ವ್ಯಕ್ತಿಯ ಚಹರೆ: (603, 1124, 795, 1287)
phd-photo (603, 790, 752, 960)
birds-byline: - ಮಾಲತೇಶ ಅಂಗೂರ ಹಾವೇರಿ (828, 2347, 960, 2362)
top-story-col3: ಕೆರೆಗಳಿಗೆ ನೀರು ಸಿಗಬೇಕೆಂಬ ಜನರ ಬೇಡಿಕೆ ಈಡೇರಿಸಿದ ಒತ್ತಾಯಿಸಿ ಹೋರಾಟ ನಡೆಸಲಾಗಿತ್ತು. ಜನರ ಸಮಸ್ಯೆಗಳ ಪರಿಹಾರಕ್ಕೆ ಹೋರಾಡುತ್ತೇವೆ. ಕೃಷಿಗೆ ಬೇಕಾದ ಸೌಲಭ್ಯ ಸಿಗಲಿಲ್ಲ. ಆಯಾ ತಾಲೂಕು ಹಳ್ಳಿಗಳಲ್ಲಿ ಸ್ವಯಂ ಸೇವಕರು ಸಂಘಟನೆ ಮಾಡುತ್ತಾರೆ. ಸ್ವಾಭಿಮಾನ ಬಳಗದ ಯಾವುದೇ ಒತ್ತಡಕ್ಕೆ ಮಣಿಯುವುದಿಲ್ಲ. ಆಯಾ ಕಾರ್ಯಕರ್ತರ ನಿರ್ಧಾರಕ್ಕೆ ಬದ್ಧರಾಗಿರಬೇಕು. ಈ ತಾಲೂಕಿನ ಎಲ್ಲಾ ಭಾಗಗಳಲ್ಲಿ ನಾಯಕತ್ವ ಬೆಳೆಸುವ ಪ್ರಯತ್ನ. ದಾವಣಗೆರೆ, ಚನ್ನಗಿರಿ, ಹರಿಹರ, ಜಗಳೂರು, ಹೊನ್ನಾಳಿ ತಾಲೂಕಿನ ಕಾರ್ಯಕರ್ತರು ಭಾಗವಹಿಸಿದ್ದರು. (534, 486, 758, 712)
nss-col2: ಕಾರ್ಯ ಮಾಡಬೇಕೆಂದು ಹೇಳಿದರು. ಮತ್ತು ನಾಗಾವಿ ಗ್ರಾಮದ ಶಿವಾನಂದ ಶರಣರ, ಮಹಾವಿದ್ಯಾಲಯದ ಪ್ರಾಚಾರ್ಯರಾದ ಡಾ. ಸಿಂಗಮ್ಮ ಗದಗ ಉಪಸ್ಥಿತರಿದ್ದರು. ಮಹಾವಿದ್ಯಾಲಯದ ಇತಿಹಾಸ ವಿಭಾಗದ ಮುಖ್ಯಸ್ಥರಾದ ಡಾ. ವಿಠ್ಠಲ್ ಕೋಲಿಯವರು ಅಧ್ಯಕ್ಷ ಸ್ಥಾನ ವಹಿಸಿದ್ದರು. ಘಟಕದ ಯೋಜನಾಧಿಕಾರಿಗಳು, ಎನ್. ಎಸ್. ಎಸ್. ಘಟಕದ ಸಂಯೋಜಕರು ಹಾಗೂ ಪ್ರಾಧ್ಯಾಪಕರು ಉಪಸ್ಥಿತರಿದ್ದರು. ಕಾರ್ಯಕ್ರಮದಲ್ಲಿ ಪ್ರಾರ್ಥನೆ, ಸ್ವಾಗತ, ವಂದನಾರ್ಪಣೆ ನಡೆಯಿತು. ಶಿಬಿರಾರ್ಥಿಗಳು ಹಾಗೂ ಗ್ರಾಮಸ್ಥರು ಭಾಗವಹಿಸಿದ್ದರು. (1241, 1004, 1497, 1188)
birds-headline-line1: ಅಕ್ಕಿಆಲೂರು ಕೆರೆಯಲ್ಲಿ ಮಂಗೋಲಿಯಾದ (199, 1546, 807, 1599)
missing-person-headline: ವ್ಯಕ್ತಿ ಕಾಣೆ: ಪತ್ತೆಗೆ ಮನವಿ (699, 1089, 860, 1112)
missing-person-photo (805, 1121, 957, 1306)
nss-photo (974, 749, 1499, 954)
